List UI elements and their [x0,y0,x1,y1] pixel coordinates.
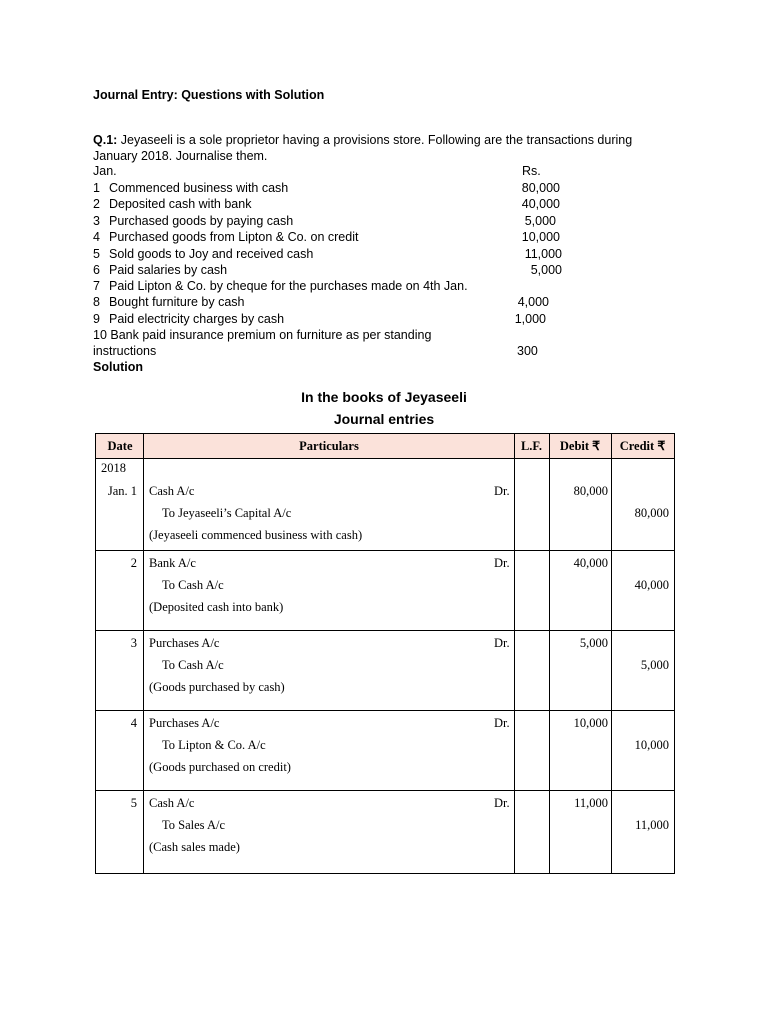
narration: (Goods purchased by cash) [149,680,285,694]
narration: (Jeyaseeli commenced business with cash) [149,528,363,542]
transaction-10-line1: 10 Bank paid insurance premium on furniture as per standing [93,328,432,342]
transaction-description: Bought furniture by cash [109,295,245,309]
transaction-description: Deposited cash with bank [109,197,252,211]
transaction-amount: 11,000 [524,247,562,261]
transaction-amount: 5,000 [530,263,562,277]
entry-date: 2 [130,556,137,570]
journal-subtitle: Journal entries [333,411,435,427]
page-title: Journal Entry: Questions with Solution [93,88,325,102]
debit-amount: 80,000 [573,484,608,498]
credit-account: To Lipton & Co. A/c [162,738,266,752]
credit-account: To Jeyaseeli’s Capital A/c [162,506,292,520]
month-header: Jan. [93,164,117,178]
amount-header: Rs. [522,164,541,178]
transaction-number: 4 [93,230,100,244]
transaction-item [93,278,573,294]
narration: (Goods purchased on credit) [149,760,291,774]
dr-marker: Dr. [494,484,510,498]
column-divider [514,434,515,873]
transaction-amount: 1,000 [514,312,546,326]
header-lf: L.F. [520,439,543,453]
narration: (Deposited cash into bank) [149,600,284,614]
debit-account: Purchases A/c [149,716,220,730]
transaction-number: 8 [93,295,100,309]
credit-amount: 80,000 [634,506,669,520]
transaction-description: Paid salaries by cash [109,263,228,277]
narration: (Cash sales made) [149,840,240,854]
transaction-number: 5 [93,247,100,261]
entry-separator [96,790,674,791]
transaction-number: 6 [93,263,100,277]
dr-marker: Dr. [494,556,510,570]
credit-account: To Cash A/c [162,578,224,592]
debit-amount: 10,000 [573,716,608,730]
transaction-amount: 40,000 [521,197,560,211]
dr-marker: Dr. [494,636,510,650]
question-intro [93,132,673,164]
header-particulars: Particulars [299,439,359,453]
header-date: Date [107,439,133,453]
credit-amount: 40,000 [634,578,669,592]
transaction-description: Purchased goods from Lipton & Co. on credit [109,230,359,244]
credit-amount: 10,000 [634,738,669,752]
entry-date: 5 [130,796,137,810]
transaction-description: Paid Lipton & Co. by cheque for the purchases made on 4th Jan. [109,279,468,293]
transaction-description: Commenced business with cash [109,181,289,195]
header-credit: Credit ₹ [619,439,666,453]
column-divider [143,434,144,873]
debit-account: Cash A/c [149,796,195,810]
entry-separator [96,550,674,551]
entry-date: Jan. 1 [107,484,137,498]
question-label: Q.1: [93,133,118,147]
transaction-number: 1 [93,181,100,195]
transaction-number: 9 [93,312,100,326]
dr-marker: Dr. [494,796,510,810]
transaction-amount: 4,000 [517,295,549,309]
transaction-10-amount: 300 [517,344,538,358]
entry-separator [96,710,674,711]
credit-account: To Sales A/c [162,818,226,832]
transaction-number: 2 [93,197,100,211]
transaction-amount: 80,000 [521,181,560,195]
transaction-description: Sold goods to Joy and received cash [109,247,314,261]
journal-year: 2018 [101,461,126,475]
solution-label: Solution [93,360,143,374]
column-divider [549,434,550,873]
books-title: In the books of Jeyaseeli [301,389,467,405]
transaction-description: Paid electricity charges by cash [109,312,285,326]
debit-amount: 40,000 [573,556,608,570]
header-debit: Debit ₹ [559,439,601,453]
transaction-number: 3 [93,214,100,228]
entry-separator [96,630,674,631]
transaction-number: 7 [93,279,100,293]
entry-date: 4 [130,716,137,730]
credit-amount: 11,000 [635,818,669,832]
debit-amount: 11,000 [574,796,608,810]
debit-account: Bank A/c [149,556,196,570]
question-text: Jeyaseeli is a sole proprietor having a provisions store. Following are the transactions during January 2018. Journalise them. [93,133,633,163]
entry-date: 3 [130,636,137,650]
debit-amount: 5,000 [579,636,608,650]
transaction-10-line2: instructions [93,344,157,358]
journal-table [95,433,675,874]
credit-account: To Cash A/c [162,658,224,672]
dr-marker: Dr. [494,716,510,730]
transaction-amount: 10,000 [521,230,560,244]
column-divider [611,434,612,873]
transaction-amount: 5,000 [524,214,556,228]
credit-amount: 5,000 [640,658,669,672]
transaction-description: Purchased goods by paying cash [109,214,294,228]
debit-account: Purchases A/c [149,636,220,650]
debit-account: Cash A/c [149,484,195,498]
